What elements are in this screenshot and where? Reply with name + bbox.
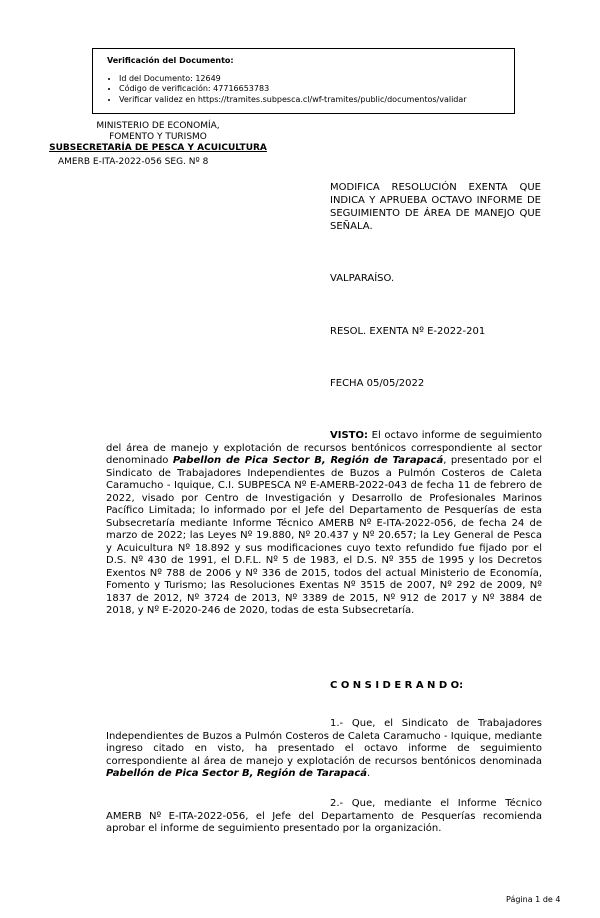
- verification-box: [92, 48, 515, 114]
- considerando-1-end: .: [367, 768, 371, 779]
- resolution-subject: MODIFICA RESOLUCIÓN EXENTA QUE INDICA Y APRUEBA OCTAVO INFORME DE SEGUIMIENTO DE ÁREA DE MANEJO QUE SEÑALA.: [330, 182, 541, 232]
- subsecretaria-title: SUBSECRETARÍA DE PESCA Y ACUICULTURA: [49, 143, 267, 153]
- place: VALPARAÍSO.: [330, 273, 395, 284]
- considerando-2: 2.- Que, mediante el Informe Técnico AMERB Nº E-ITA-2022-056, el Jefe del Departamento de Pesquerías recomienda aprobar el informe de seguimiento presentado por la organización.: [106, 798, 542, 834]
- visto-label: VISTO:: [330, 430, 368, 441]
- verification-list: [107, 74, 514, 106]
- visto-text-2: , presentado por el Sindicato de Trabajadores Independientes de Buzos a Pulmón Costeros de Caleta Caramucho - Iquique, C.I. SUBPESCA Nº E-AMERB-2022-043 de fecha 11 de febrero de 2022, visado por Centro de Investigación y Desarrollo de Profesionales Marinos Pacífico Limitada; lo informado por el Jefe del Departamento de Pesquerías de esta Subsecretaría mediante Informe Técnico AMERB Nº E-ITA-2022-056, de fecha 24 de marzo de 2022; las Leyes Nº 19.880, Nº 20.437 y Nº 20.657; la Ley General de Pesca y Acuicultura Nº 18.892 y sus modificaciones cuyo texto refundido fue fijado por el D.S. Nº 430 de 1991, el D.F.L. Nº 5 de 1983, el D.S. Nº 355 de 1995 y los Decretos Exentos Nº 788 de 2006 y Nº 336 de 2015, todos del actual Ministerio de Economía, Fomento y Turismo; las Resoluciones Exentas Nº 3515 de 2007, Nº 292 de 2009, Nº 1837 de 2012, Nº 3724 de 2013, Nº 3389 de 2015, Nº 912 de 2017 y Nº 3884 de 2018, y Nº E-2020-246 de 2020, todas de esta Subsecretaría.: [106, 455, 542, 616]
- ministry-header: [28, 121, 288, 154]
- considerando-heading: C O N S I D E R A N D O:: [330, 680, 464, 691]
- visto-paragraph: [106, 430, 542, 618]
- verification-item-url[interactable]: • Verificar validez en https://tramites.subpesca.cl/wf-tramites/public/documentos/validar: [119, 95, 514, 106]
- visto-area-name: Pabellon de Pica Sector B, Región de Tarapacá: [172, 455, 444, 466]
- ministry-line-1: MINISTERIO DE ECONOMÍA,: [96, 121, 220, 131]
- ministry-line-2: FOMENTO Y TURISMO: [109, 132, 207, 142]
- page-number: Página 1 de 4: [506, 895, 561, 904]
- visto-text-1: El octavo informe de seguimiento del área de manejo y explotación de recursos bentónicos correspondiente al sector denominado: [106, 430, 542, 466]
- considerando-1-area: Pabellón de Pica Sector B, Región de Tarapacá: [106, 768, 368, 779]
- considerando-1-text: 1.- Que, el Sindicato de Trabajadores Independientes de Buzos a Pulmón Costeros de Caleta Caramucho - Iquique, mediante ingreso citado en visto, ha presentado el octavo informe de seguimiento correspondiente al área de manejo y explotación de recursos bentónicos denominada: [106, 718, 542, 767]
- resolution-number: RESOL. EXENTA Nº E-2022-201: [330, 326, 486, 337]
- document-code: AMERB E-ITA-2022-056 SEG. Nº 8: [58, 157, 209, 167]
- verification-item-id: • Id del Documento: 12649: [119, 74, 514, 85]
- considerando-1: [106, 718, 542, 781]
- resolution-date: FECHA 05/05/2022: [330, 378, 425, 389]
- verification-item-code: • Código de verificación: 47716653783: [119, 84, 514, 95]
- verification-title: Verificación del Documento:: [107, 56, 234, 65]
